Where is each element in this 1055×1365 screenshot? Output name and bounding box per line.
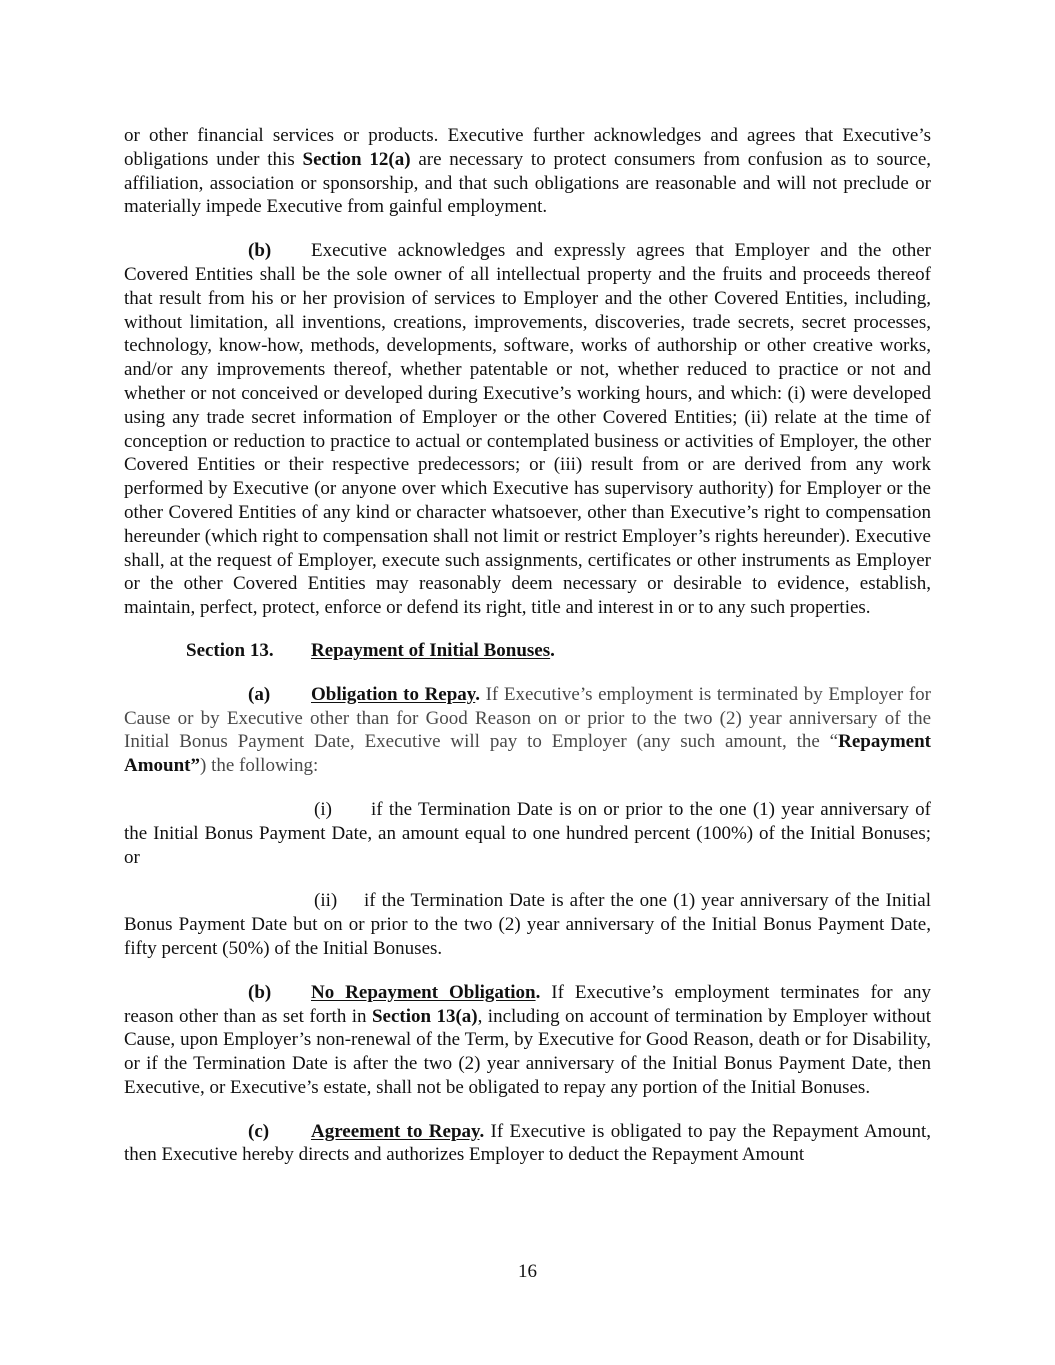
paragraph-text: , including on account of termination by Employer without Cause, upon Employer’s non-renewal of the Term, by Executive for Good Reason, death or for Disability, or if the Termination Date is after the two (2) year anniversary of the Initial Bonus Payment Date, then Executive, or Executive’s estate, shall not be obligated to repay any portion of the Initial Bonuses. [124,1005,931,1098]
clause-label: (a) [248,683,271,705]
clause-period: . [535,981,541,1003]
clause-label: (c) [248,1120,270,1142]
paragraph-text: If Executive’s employment is terminated by Employer for Cause or by Executive other than for Good Reason on or prior to the two (2) year anniversary of the Initial Bonus Payment Date, Executive will pay to Employer (any such amount, the “ [124,683,932,753]
paragraph-text: ) the following: [200,755,319,777]
paragraph-text: If Executive’s employment terminates for any reason other than as set forth in [124,981,931,1027]
paragraph-continuation [124,124,931,219]
clause-title: Agreement to Repay [311,1120,480,1142]
clause-label: (b) [248,240,272,262]
paragraph-13a-i [124,798,931,869]
clause-label: (b) [248,981,272,1003]
paragraph-text: Executive acknowledges and expressly agrees that Employer and the other Covered Entities shall be the sole owner of all intellectual property and the fruits and proceeds thereof that result from his or her provision of services to Employer and the other Covered Entities, including, without limitation, all inventions, creations, improvements, discoveries, trade secrets, secret processes, technology, know-how, methods, developments, software, works of authorship or other creative works, and/or any improvements thereof, whether patentable or not, whether reduced to practice or not and whether or not conceived or developed during Executive’s working hours, and which: (i) were developed using any trade secret information of Employer or the other Covered Entities; (ii) relate at the time of conception or reduction to practice to actual or contemplated business or activities of Employer, the other Covered Entities or their respective predecessors; or (iii) result from or are derived from any work performed by Executive (or anyone over which Executive has supervisory authority) for Employer or the other Covered Entities of any kind or character whatsoever, other than Executive’s right to compensation hereunder (which right to compensation shall not limit or restrict Employer’s rights hereunder). Executive shall, at the request of Employer, execute such assignments, certificates or other instruments as Employer or the other Covered Entities may reasonably deem necessary or desirable to evidence, establish, maintain, perfect, protect, enforce or defend its right, title and interest in or to any such properties. [124,240,931,619]
clause-title: Obligation to Repay [311,683,476,705]
paragraph-text: or other financial services or products. Executive further acknowledges and agrees that Executive’s obligations under this [124,125,931,170]
paragraph-text: if the Termination Date is after the one (1) year anniversary of the Initial Bonus Payment Date but on or prior to the two (2) year anniversary of the Initial Bonus Payment Date, fifty percent (50%) of the Initial Bonuses. [124,890,931,959]
paragraph-text: if the Termination Date is on or prior to the one (1) year anniversary of the Initial Bonus Payment Date, an amount equal to one hundred percent (100%) of the Initial Bonuses; or [124,798,931,868]
defined-term: Repayment Amount” [124,731,931,777]
paragraph-13c [124,1120,931,1168]
paragraph-13b [124,981,931,1100]
section-number: Section 13. [186,639,274,661]
section-period: . [550,639,555,661]
paragraph-text: If Executive is obligated to pay the Repayment Amount, then Executive hereby directs and authorizes Employer to deduct the Repayment Amount [124,1120,931,1166]
section-reference: Section 12(a) [302,148,411,170]
paragraph-13a [124,683,931,778]
subclause-label: (ii) [314,890,338,912]
section-heading [124,639,931,663]
clause-title: No Repayment Obligation [311,981,536,1003]
clause-period: . [475,683,481,705]
section-title: Repayment of Initial Bonuses [311,639,551,661]
paragraph-12b [124,239,931,620]
paragraph-text: are necessary to protect consumers from confusion as to source, affiliation, association or sponsorship, and that such obligations are reasonable and will not preclude or materially impede Executive from gainful employment. [124,148,931,218]
clause-period: . [479,1120,485,1142]
section-reference: Section 13(a) [371,1005,478,1027]
paragraph-13a-ii [124,889,931,960]
page-number: 16 [518,1261,537,1282]
subclause-label: (i) [314,798,332,820]
document-page [124,124,931,1167]
